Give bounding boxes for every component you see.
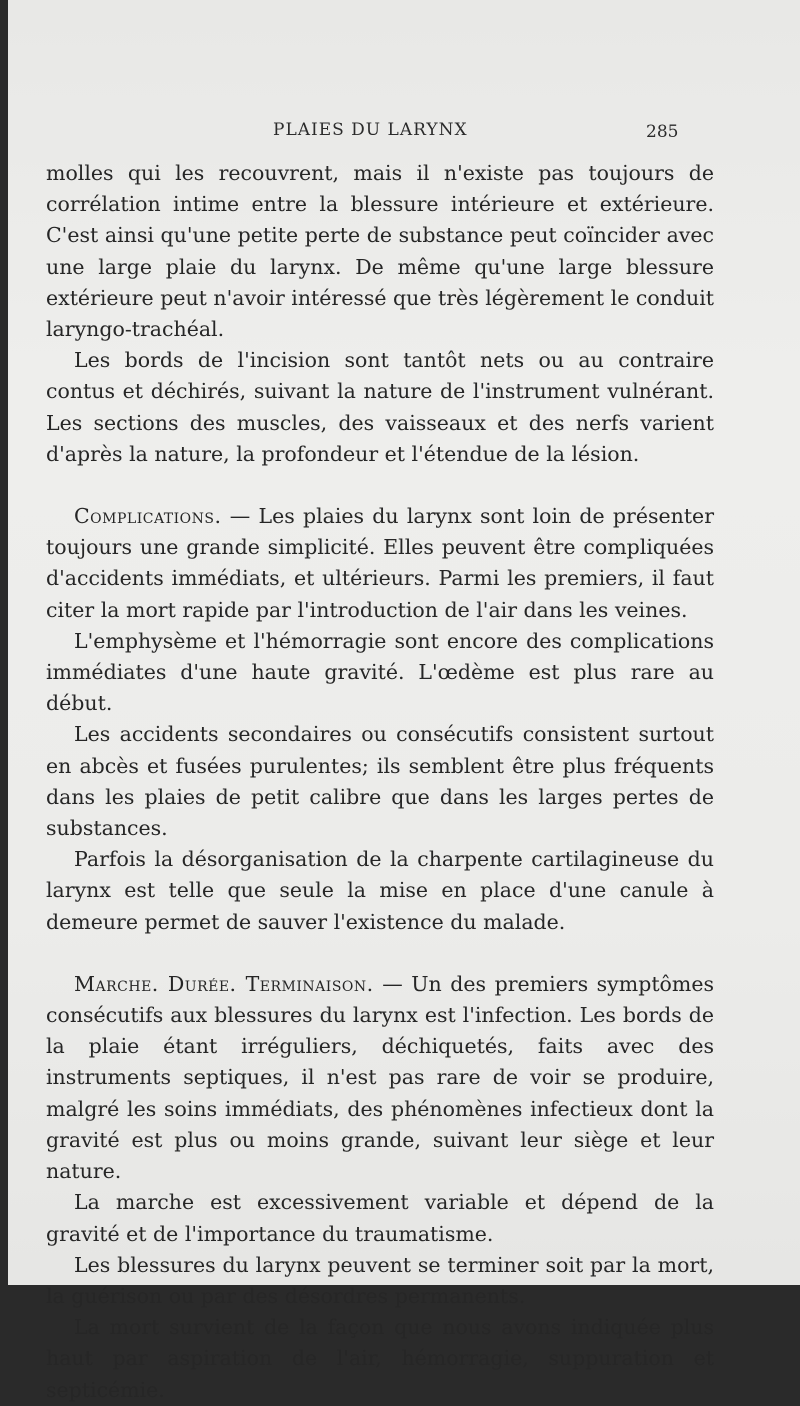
book-page	[8, 0, 800, 1402]
section-heading-complications: Complications.	[74, 504, 222, 529]
paragraph: La mort survient de la façon que nous avons indiquée plus haut par aspiration de l'air, hémorragie, suppuration et septicémie.	[46, 1315, 714, 1402]
paragraph	[46, 501, 714, 626]
paragraph: Les blessures du larynx peuvent se terminer soit par la mort, la guérison ou par des désordres permanents.	[46, 1252, 714, 1308]
section-gap	[46, 470, 714, 501]
section-heading-marche: Marche. Durée. Terminaison.	[74, 971, 374, 996]
paragraph: Les accidents secondaires ou consécutifs consistent surtout en abcès et fusées purulentes; ils semblent être plus fréquents dans les plaies de petit calibre que dans les larges pertes de substances.	[46, 722, 714, 841]
running-head: PLAIES DU LARYNX	[273, 120, 468, 140]
paragraph: La marche est excessivement variable et dépend de la gravité et de l'importance du traumatisme.	[46, 1190, 714, 1246]
paragraph	[46, 969, 714, 1187]
paragraph: Parfois la désorganisation de la charpente cartilagineuse du larynx est telle que seule la mise en place d'une canule à demeure permet de sauver l'existence du malade.	[46, 847, 714, 934]
paragraph-text: — Les plaies du larynx sont loin de présenter toujours une grande simplicité. Elles peuvent être compliquées d'accidents immédiats, et ultérieurs. Parmi les premiers, il faut citer la mort rapide par l'introduction de l'air dans les veines.	[46, 504, 714, 622]
section-gap	[46, 938, 714, 969]
page-number: 285	[646, 122, 679, 142]
paragraph: molles qui les recouvrent, mais il n'existe pas toujours de corrélation intime entre la blessure intérieure et extérieure. C'est ainsi qu'une petite perte de substance peut coïncider avec une large plaie du larynx. De même qu'une large blessure extérieure peut n'avoir intéressé que très légèrement le conduit laryngo-trachéal.	[46, 161, 714, 342]
paragraph: L'emphysème et l'hémorragie sont encore des complications immédiates d'une haute gravité. L'œdème est plus rare au début.	[46, 628, 714, 716]
page-header	[8, 120, 800, 150]
body-text	[46, 158, 714, 1406]
paragraph: Les bords de l'incision sont tantôt nets ou au contraire contus et déchirés, suivant la nature de l'instrument vulnérant. Les sections des muscles, des vaisseaux et des nerfs varient d'après la nature, la profondeur et l'étendue de la lésion.	[46, 348, 714, 466]
paragraph-text: — Un des premiers symptômes consécutifs aux blessures du larynx est l'infection. Les bords de la plaie étant irréguliers, déchiquetés, faits avec des instruments septiques, il n'est pas rare de voir se produire, malgré les soins immédiats, des phénomènes infectieux dont la gravité est plus ou moins grande, suivant leur siège et leur nature.	[46, 971, 714, 1184]
